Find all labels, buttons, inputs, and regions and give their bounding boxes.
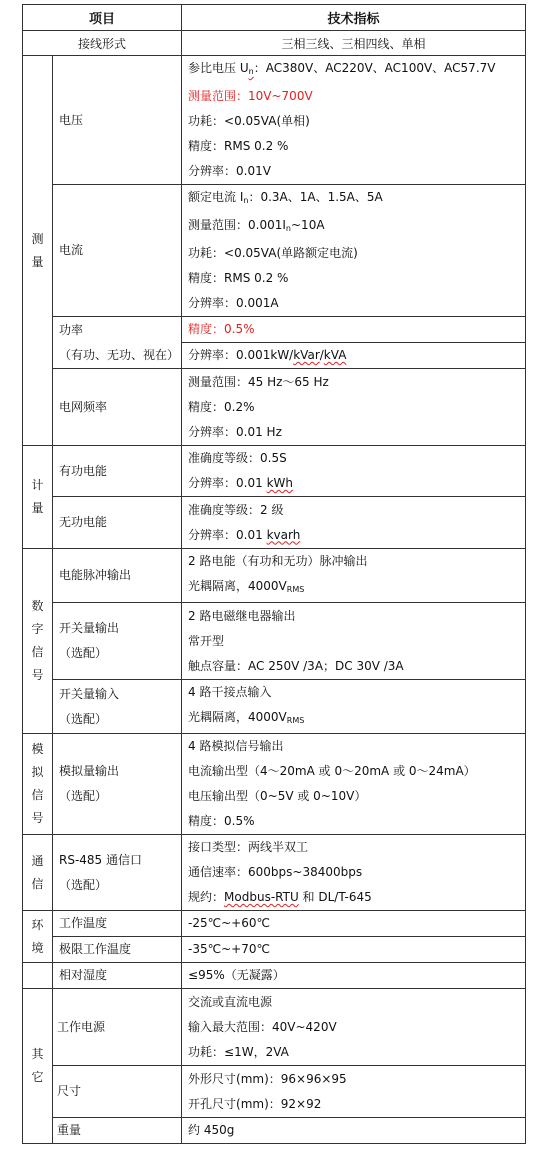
category-char: 计 (31, 478, 44, 492)
spec-line: 通信速率：600bps~38400bps (188, 865, 363, 879)
category-metering (23, 446, 53, 549)
spec-line: 功耗：<0.05VA(单路额定电流) (188, 246, 358, 260)
spec-line: 功耗：<0.05VA(单相) (188, 114, 310, 128)
item-weight: 重量 (53, 1118, 182, 1144)
spec-power (182, 317, 526, 369)
spec-humidity: ≤95%（无凝露） (182, 963, 526, 989)
spec-work-temp: -25℃~+60℃ (182, 911, 526, 937)
spec-line: 4 路干接点输入 (188, 685, 272, 699)
spec-switch-input (182, 680, 526, 734)
power-supply-row (23, 989, 526, 1066)
category-char: 拟 (31, 765, 44, 779)
spec-active-energy (182, 446, 526, 497)
spec-reactive-energy (182, 497, 526, 549)
wiring-label: 接线形式 (23, 31, 182, 56)
spec-line: 分辨率：0.01 Hz (188, 424, 282, 439)
category-char: 其 (31, 1047, 44, 1061)
spec-line: 接口类型：两线半双工 (188, 840, 309, 854)
category-char: 量 (31, 254, 44, 269)
spec-line-highlight: 精度：0.5% (188, 322, 255, 336)
item-frequency: 电网频率 (53, 369, 182, 446)
spec-relay-output (182, 603, 526, 680)
reactive-energy-row (23, 497, 526, 549)
category-char: 数 (31, 599, 44, 613)
spec-line: 功耗：≤1W，2VA (188, 1044, 289, 1059)
weight-row (23, 1118, 526, 1144)
item-active-energy: 有功电能 (53, 446, 182, 497)
spec-line: 电压输出型（0~5V 或 0~10V） (188, 789, 367, 803)
frequency-row (23, 369, 526, 446)
category-char: 信 (31, 788, 44, 802)
item-voltage: 电压 (53, 56, 182, 185)
spec-line: 参比电压 $U_n$：AC380V、AC220V、AC100V、AC57.7V (188, 61, 496, 76)
category-char: 测 (31, 231, 44, 246)
active-energy-row (23, 446, 526, 497)
item-pulse-output: 电能脉冲输出 (53, 549, 182, 603)
spec-line: 电流输出型（4～20mA 或 0～20mA 或 0～24mA） (188, 764, 476, 778)
wiring-row (23, 31, 526, 56)
spec-current (182, 185, 526, 317)
switch-input-row (23, 680, 526, 734)
spec-power-supply (182, 989, 526, 1066)
spec-line: 输入最大范围：40V~420V (188, 1019, 337, 1034)
current-row (23, 185, 526, 317)
spec-line: 常开型 (188, 633, 225, 648)
rs485-row (23, 835, 526, 911)
category-char: 模 (31, 742, 44, 756)
item-power-supply: 工作电源 (53, 989, 182, 1066)
item-switch-input: 开关量输入 （选配） (53, 680, 182, 734)
spec-analog-output (182, 734, 526, 835)
spec-frequency (182, 369, 526, 446)
category-char: 号 (31, 811, 44, 825)
item-reactive-energy: 无功电能 (53, 497, 182, 549)
category-other (23, 989, 53, 1144)
item-humidity: 相对湿度 (53, 963, 182, 989)
size-row (23, 1066, 526, 1118)
spec-line: 分辨率：0.01V (188, 164, 271, 178)
analog-output-row (23, 734, 526, 835)
spec-line: 4 路模拟信号输出 (188, 739, 284, 753)
spec-line: 测量范围：45 Hz～65 Hz (188, 374, 329, 389)
spec-line: 准确度等级：0.5S (188, 451, 287, 465)
pulse-output-row (23, 549, 526, 603)
spec-pulse-output (182, 549, 526, 603)
category-comm (23, 835, 53, 911)
category-char: 通 (31, 853, 44, 868)
spec-line: 分辨率：0.01 kvarh (188, 527, 301, 542)
spec-rs485 (182, 835, 526, 911)
spec-line: 开孔尺寸(mm)：92×92 (188, 1096, 322, 1111)
voltage-row (23, 56, 526, 185)
spec-line: 精度：0.5% (188, 814, 255, 828)
category-measure (23, 56, 53, 446)
spec-line: 触点容量：AC 250V /3A；DC 30V /3A (188, 658, 404, 673)
spec-line: 2 路电能（有功和无功）脉冲输出 (188, 554, 368, 568)
category-char: 信 (31, 876, 44, 891)
humidity-row (23, 963, 526, 989)
item-current: 电流 (53, 185, 182, 317)
category-char: 境 (31, 940, 44, 955)
spec-line: 精度：RMS 0.2 % (188, 139, 289, 153)
spec-line: 精度：0.2% (188, 399, 255, 414)
category-char: 量 (31, 501, 44, 515)
item-work-temp: 工作温度 (53, 911, 182, 937)
spec-line: 光耦隔离，$4000V_{RMS}$ (188, 710, 305, 725)
item-relay-output: 开关量输出 （选配） (53, 603, 182, 680)
category-digital (23, 549, 53, 734)
spec-line: 测量范围：$0.001I_n\sim 10A$ (188, 218, 325, 233)
spec-limit-temp: -35℃~+70℃ (182, 937, 526, 963)
item-analog-output: 模拟量输出 （选配） (53, 734, 182, 835)
spec-line: 分辨率：0.001kW/kVar/kVA (182, 342, 525, 368)
item-power: 功率 （有功、无功、视在） (53, 317, 182, 369)
spec-line: 交流或直流电源 (188, 994, 273, 1009)
category-char: 字 (31, 622, 44, 636)
category-char: 它 (31, 1070, 44, 1084)
spec-line: 规约：Modbus-RTU 和 DL/T-645 (188, 890, 372, 904)
power-row (23, 317, 526, 369)
category-env (23, 911, 53, 963)
spec-line: 分辨率：0.001A (188, 296, 279, 310)
item-size: 尺寸 (53, 1066, 182, 1118)
category-char: 环 (31, 917, 44, 932)
spec-line: 2 路电磁继电器输出 (188, 608, 296, 623)
wiring-value: 三相三线、三相四线、单相 (182, 31, 526, 56)
category-char: 号 (31, 668, 44, 682)
spec-weight: 约 450g (182, 1118, 526, 1144)
header-spec: 技术指标 (182, 5, 526, 31)
limit-temp-row (23, 937, 526, 963)
spec-line: 准确度等级：2 级 (188, 502, 284, 517)
spec-line: 额定电流 $I_n$：0.3A、1A、1.5A、5A (188, 190, 383, 205)
item-rs485: RS-485 通信口 （选配） (53, 835, 182, 911)
header-row (23, 5, 526, 31)
spec-line: 外形尺寸(mm)：96×96×95 (188, 1071, 347, 1086)
spec-line: 光耦隔离，$4000V_{RMS}$ (188, 579, 305, 594)
spec-line-highlight: 测量范围：10V~700V (188, 89, 313, 103)
spec-size (182, 1066, 526, 1118)
item-limit-temp: 极限工作温度 (53, 937, 182, 963)
category-char: 信 (31, 645, 44, 659)
spec-line: 分辨率：0.01 kWh (188, 476, 293, 490)
spec-voltage (182, 56, 526, 185)
spec-line: 精度：RMS 0.2 % (188, 271, 289, 285)
work-temp-row (23, 911, 526, 937)
category-analog (23, 734, 53, 835)
spec-table (22, 4, 526, 1144)
header-item: 项目 (23, 5, 182, 31)
relay-output-row (23, 603, 526, 680)
category-env-blank (23, 963, 53, 989)
